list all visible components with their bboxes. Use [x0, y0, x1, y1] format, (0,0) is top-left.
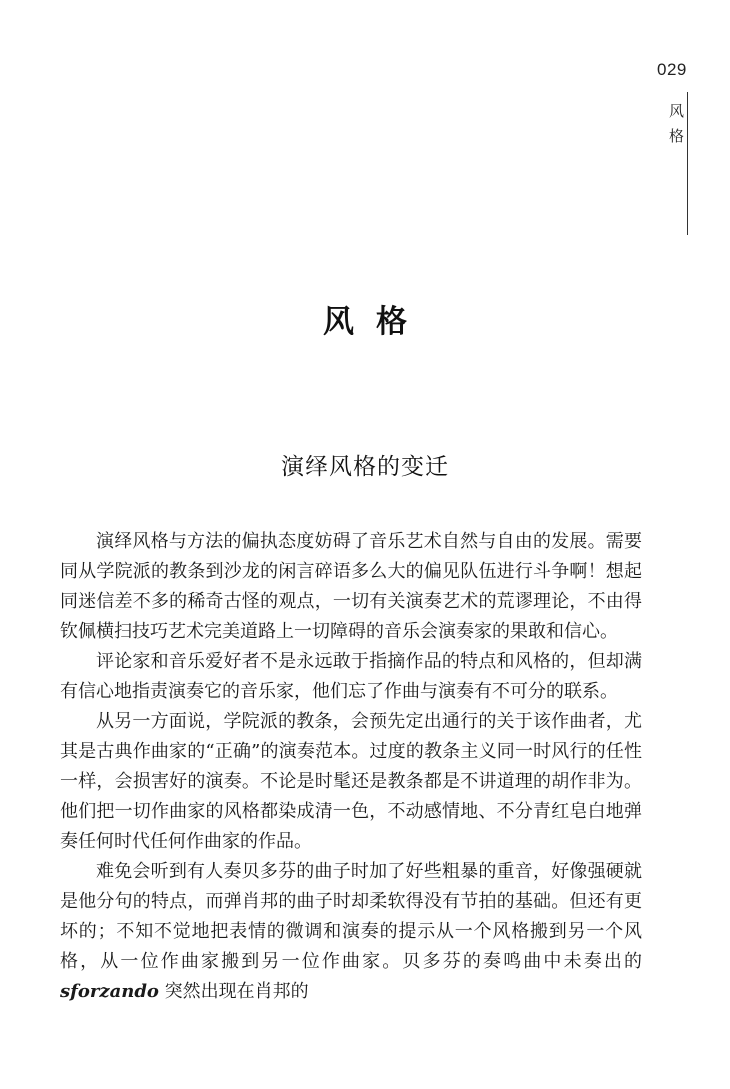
margin-rule	[687, 92, 688, 235]
paragraph-2: 评论家和音乐爱好者不是永远敢于指摘作品的特点和风格的，但却满有信心地指责演奏它的音乐家，他们忘了作曲与演奏有不可分的联系。	[60, 651, 642, 702]
body-text	[60, 527, 642, 1007]
running-head: 风格	[667, 103, 685, 153]
paragraph-4	[60, 857, 642, 1007]
italic-term-sforzando: sforzando	[60, 981, 159, 1002]
section-title: 演绎风格的变迁	[281, 454, 449, 480]
paragraph-3: 从另一方面说，学院派的教条，会预先定出通行的关于该作曲者，尤其是古典作曲家的“正确”的演奏范本。过度的教条主义同一时风行的任性一样，会损害好的演奏。不论是时髦还是教条都是不讲道理的胡作非为。他们把一切作曲家的风格都染成清一色，不动感情地、不分青红皂白地弹奏任何时代任何作曲家的作品。	[60, 711, 642, 852]
page-number: 029	[657, 60, 687, 79]
chapter-title: 风格	[323, 304, 429, 340]
paragraph-4-text-before: 难免会听到有人奏贝多芬的曲子时加了好些粗暴的重音，好像强硬就是他分句的特点，而弹肖邦的曲子时却柔软得没有节拍的基础。但还有更坏的；不知不觉地把表情的微调和演奏的提示从一个风格搬到另一个风格，从一位作曲家搬到另一位作曲家。贝多芬的奏鸣曲中未奏出的	[60, 861, 642, 972]
paragraph-4-text-after: 突然出现在肖邦的	[158, 981, 309, 1002]
paragraph-1: 演绎风格与方法的偏执态度妨碍了音乐艺术自然与自由的发展。需要同从学院派的教条到沙龙的闲言碎语多么大的偏见队伍进行斗争啊！想起同迷信差不多的稀奇古怪的观点，一切有关演奏艺术的荒谬理论，不由得钦佩横扫技巧艺术完美道路上一切障碍的音乐会演奏家的果敢和信心。	[60, 531, 642, 642]
